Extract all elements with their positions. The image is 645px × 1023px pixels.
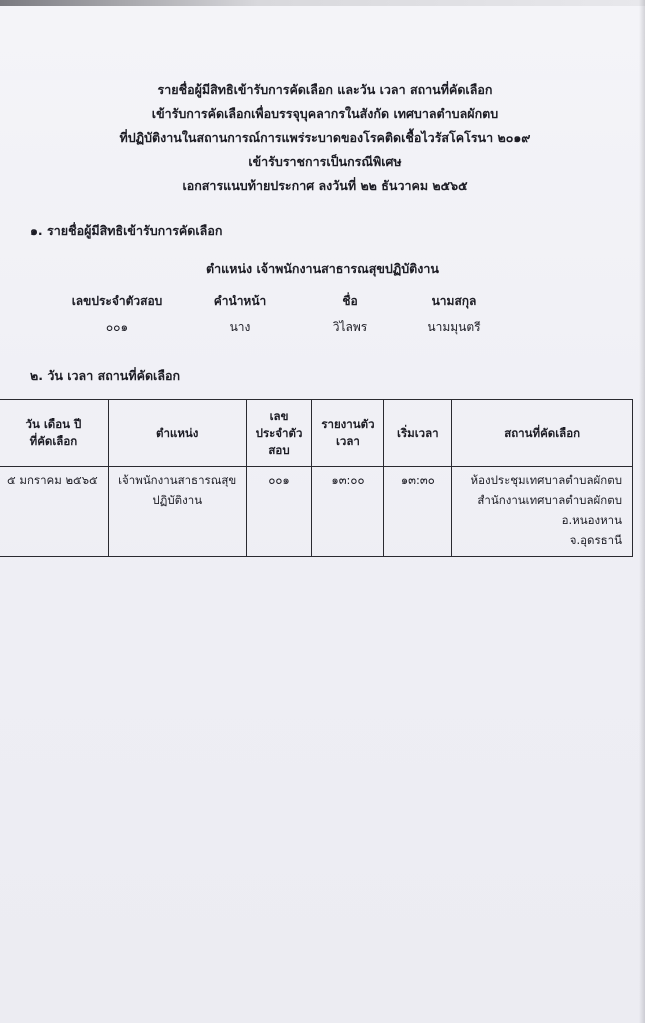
header-date-line-2: ที่คัดเลือก xyxy=(29,434,78,448)
cell-position-line-1: เจ้าพนักงานสาธารณสุข xyxy=(118,473,237,487)
schedule-table xyxy=(0,399,633,557)
candidate-header-prefix: คำนำหน้า xyxy=(213,294,267,308)
cell-venue-line-3: อ.หนองหาน xyxy=(561,513,622,527)
header-report-line-1: รายงานตัว xyxy=(321,417,375,431)
section-2-title: ๒. วัน เวลา สถานที่คัดเลือก xyxy=(30,368,181,383)
header-exam-id-line-3: สอบ xyxy=(268,442,290,457)
cell-report-time: ๑๓:๐๐ xyxy=(312,467,384,557)
document-heading xyxy=(40,78,610,198)
header-start-time: เริ่มเวลา xyxy=(384,400,452,467)
cell-venue xyxy=(452,467,633,557)
candidate-last-name: นามมุนตรี xyxy=(427,320,481,334)
section-1-position: ตำแหน่ง เจ้าพนักงานสาธารณสุขปฏิบัติงาน xyxy=(206,261,439,276)
heading-line-1: รายชื่อผู้มีสิทธิเข้ารับการคัดเลือก และวัน เวลา สถานที่คัดเลือก xyxy=(157,82,493,97)
candidate-header-first-name: ชื่อ xyxy=(342,294,358,308)
header-venue: สถานที่คัดเลือก xyxy=(452,400,633,467)
header-position: ตำแหน่ง xyxy=(108,400,246,467)
header-report-time xyxy=(312,400,384,467)
header-exam-id xyxy=(246,400,312,467)
candidate-list xyxy=(0,292,645,342)
cell-start-time: ๑๓:๓๐ xyxy=(384,467,452,557)
candidate-header-exam-id: เลขประจำตัวสอบ xyxy=(71,294,163,308)
cell-position xyxy=(108,467,246,557)
cell-venue-line-4: จ.อุดรธานี xyxy=(569,533,622,547)
candidate-exam-id: ๐๐๑ xyxy=(105,320,129,334)
header-exam-id-line-2: ประจำตัว xyxy=(255,425,303,440)
header-date-line-1: วัน เดือน ปี xyxy=(25,417,82,431)
cell-venue-line-2: สำนักงานเทศบาลตำบลผักตบ xyxy=(477,493,622,507)
header-report-line-2: เวลา xyxy=(335,434,360,448)
heading-line-3: ที่ปฏิบัติงานในสถานการณ์การแพร่ระบาดของโรคติดเชื้อไวรัสโคโรนา ๒๐๑๙ xyxy=(119,130,531,145)
schedule-header-row xyxy=(0,400,633,467)
heading-line-5: เอกสารแนบท้ายประกาศ ลงวันที่ ๒๒ ธันวาคม ๒๕๖๕ xyxy=(182,178,468,193)
scan-top-edge xyxy=(0,0,645,6)
cell-venue-line-1: ห้องประชุมเทศบาลตำบลผักตบ xyxy=(470,473,622,487)
heading-line-4: เข้ารับราชการเป็นกรณีพิเศษ xyxy=(248,154,402,169)
cell-position-line-2: ปฏิบัติงาน xyxy=(152,493,203,507)
section-1-title: ๑. รายชื่อผู้มีสิทธิเข้ารับการคัดเลือก xyxy=(30,223,223,238)
table-row xyxy=(0,467,633,557)
candidate-prefix: นาง xyxy=(229,320,251,334)
cell-exam-id: ๐๐๑ xyxy=(246,467,312,557)
header-exam-id-line-1: เลข xyxy=(269,408,289,423)
cell-date: ๕ มกราคม ๒๕๖๕ xyxy=(0,467,108,557)
scan-right-edge xyxy=(639,0,645,1023)
header-date xyxy=(0,400,108,467)
heading-line-2: เข้ารับการคัดเลือกเพื่อบรรจุบุคลากรในสังกัด เทศบาลตำบลผักตบ xyxy=(151,106,499,121)
candidate-first-name: วิไลพร xyxy=(332,320,368,334)
candidate-header-last-name: นามสกุล xyxy=(431,294,477,308)
